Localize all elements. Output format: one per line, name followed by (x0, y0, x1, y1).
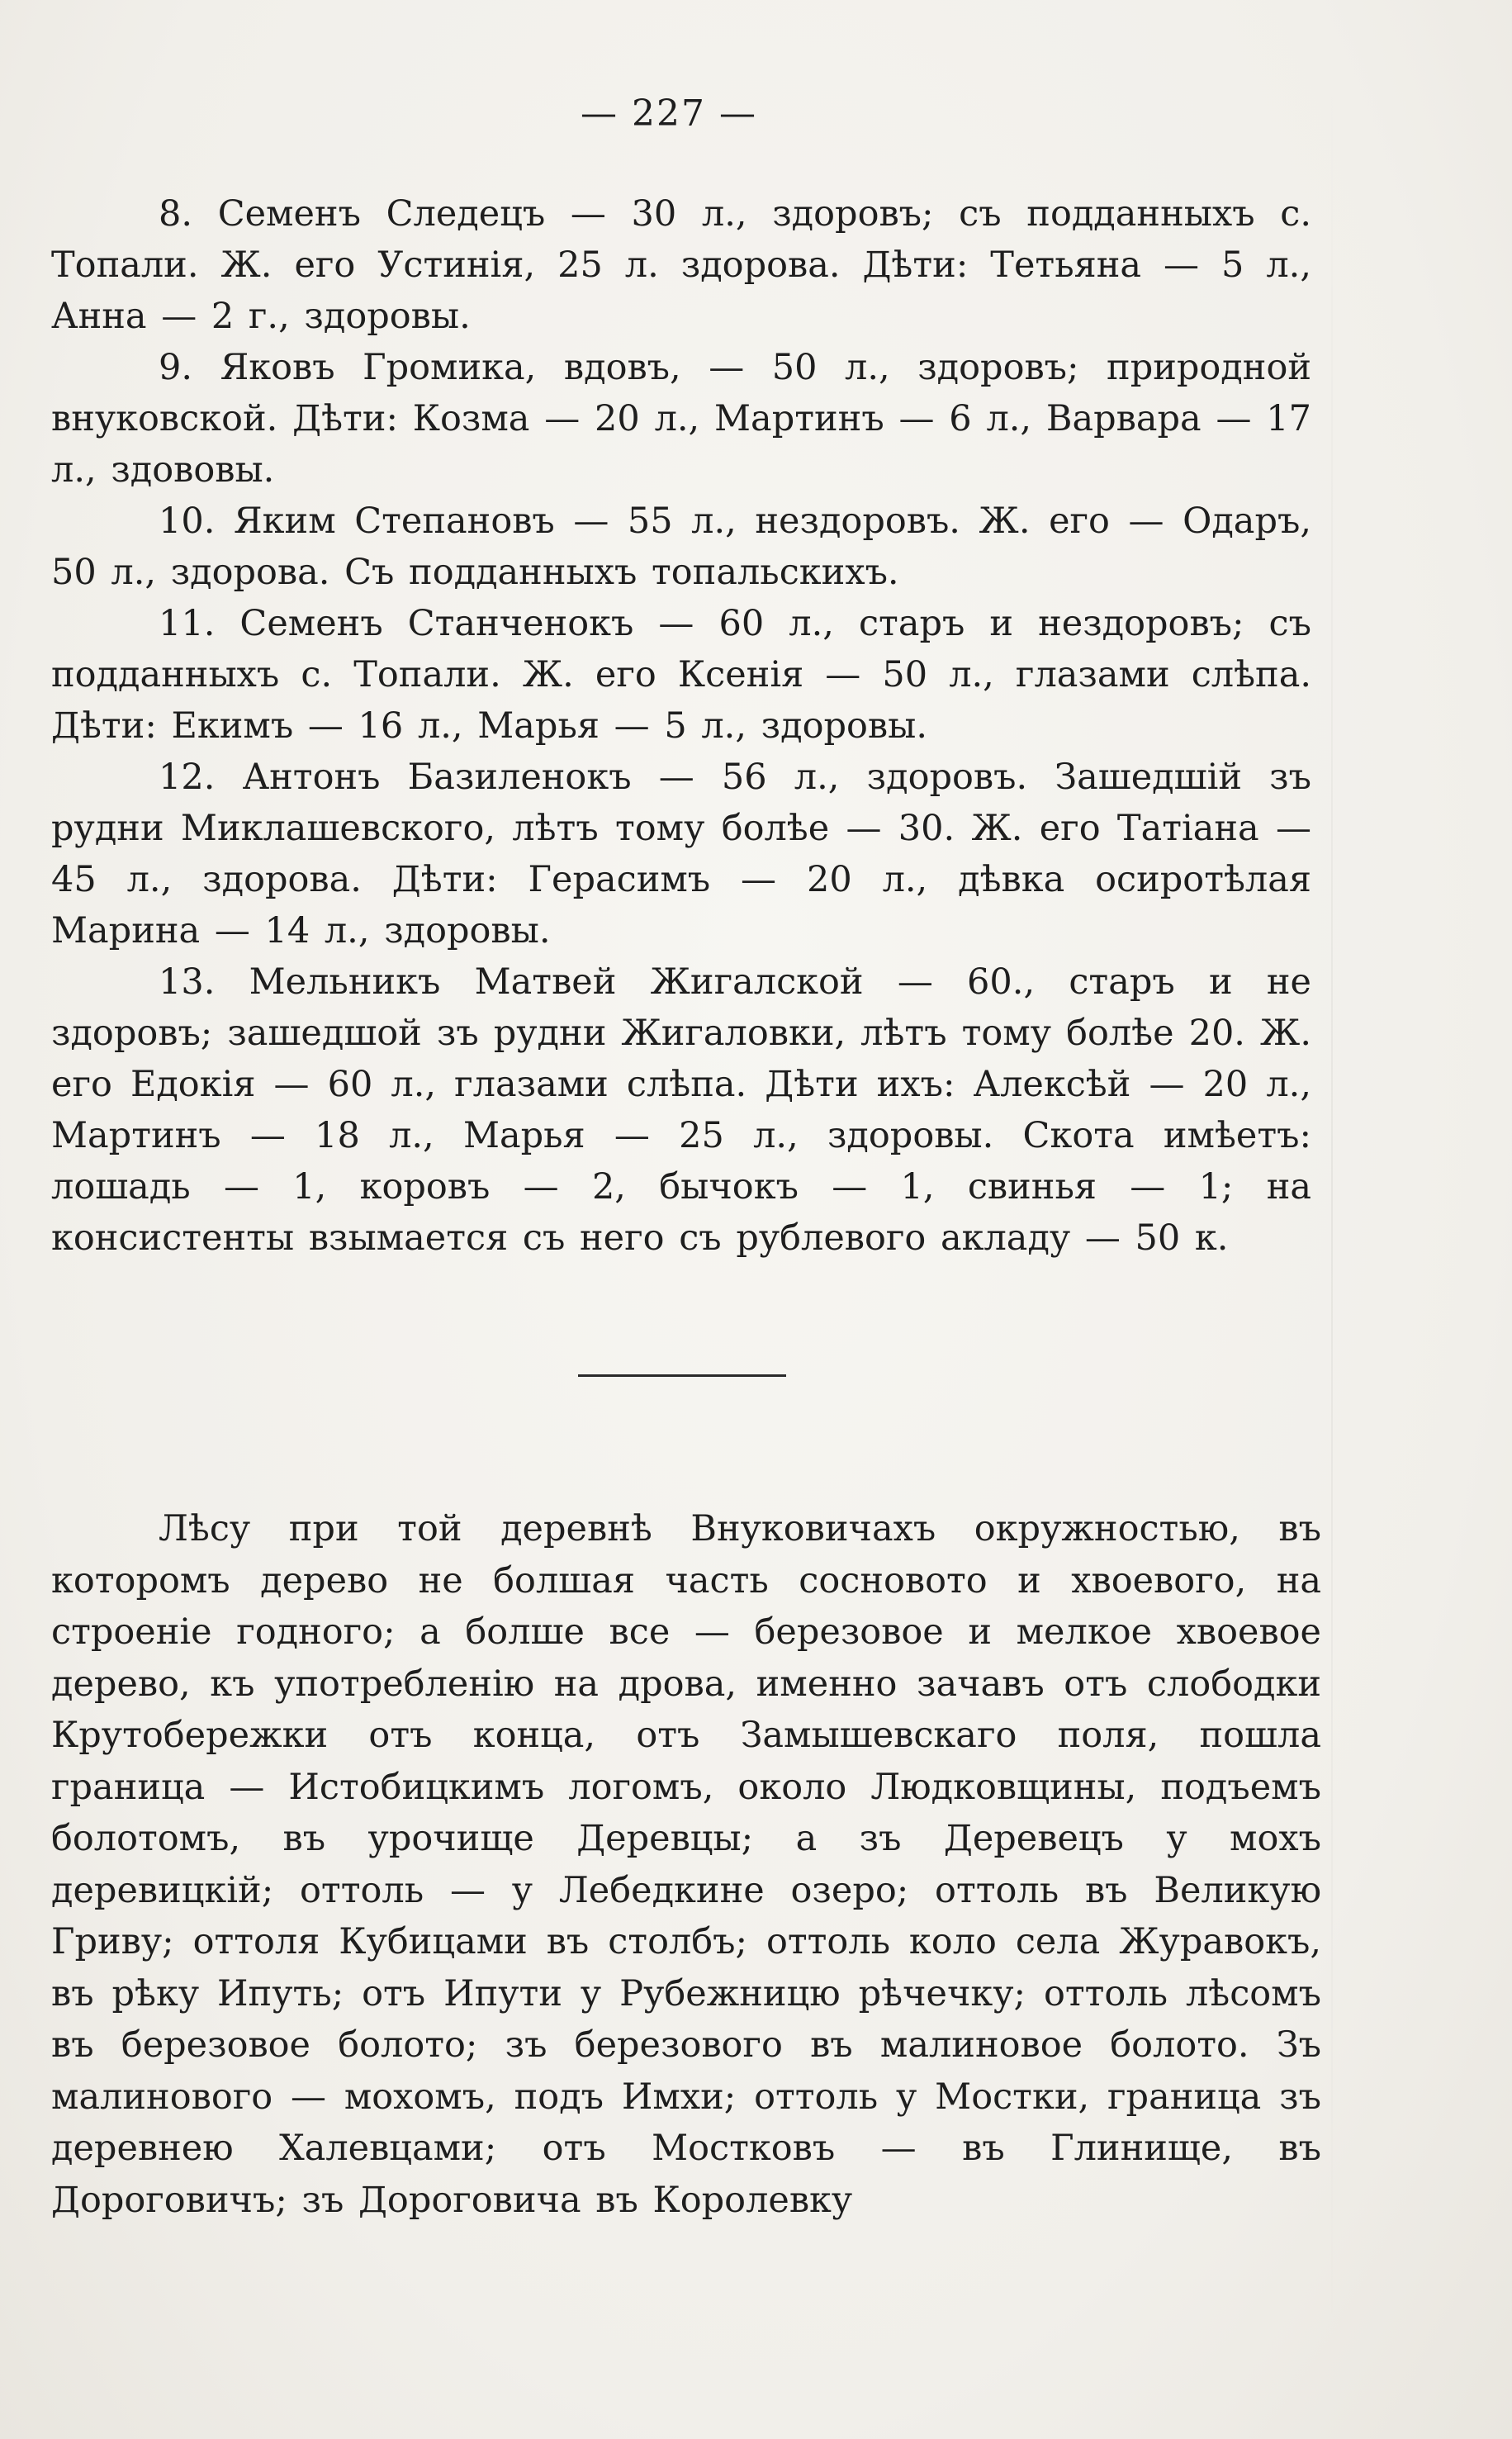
household-entries (51, 188, 1311, 1264)
forest-boundary-paragraph: Лѣсу при той деревнѣ Внуковичахъ окружностью, въ которомъ дерево не болшая часть сосновото и хвоевого, на строеніе годного; а болше все — березовое и мелкое хвоевое дерево, къ употребленію на дрова, именно зачавъ отъ слободки Крутобережки отъ конца, отъ Замышевскаго поля, пошла граница — Истобицкимъ логомъ, около Людковщины, подъемъ болотомъ, въ урочище Деревцы; а зъ Деревецъ у мохъ деревицкій; оттоль — у Лебедкине озеро; оттоль въ Великую Гриву; оттоля Кубицами въ столбъ; оттоль коло села Журавокъ, въ рѣку Ипуть; отъ Ипути у Рубежницю рѣчечку; оттоль лѣсомъ въ березовое болото; зъ березового въ малиновое болото. Зъ малинового — мохомъ, подъ Имхи; оттоль у Мостки, граница зъ деревнею Халевцами; отъ Мостковъ — въ Глинище, въ Дороговичъ; зъ Дороговича въ Королевку (51, 1508, 1321, 2221)
entry-10: 10. Яким Степановъ — 55 л., нездоровъ. Ж. его — Одаръ, 50 л., здорова. Съ подданныхъ топальскихъ. (51, 501, 1311, 593)
entry-12: 12. Антонъ Базиленокъ — 56 л., здоровъ. Зашедшій зъ рудни Миклашевского, лѣтъ тому болѣе — 30. Ж. его Татіана — 45 л., здорова. Дѣти: Герасимъ — 20 л., дѣвка осиротѣлая Марина — 14 л., здоровы. (51, 757, 1311, 951)
page-number: — 227 — (581, 93, 757, 135)
section-divider (578, 1374, 786, 1377)
entry-9: 9. Яковъ Громика, вдовъ, — 50 л., здоровъ; природной внуковской. Дѣти: Козма — 20 л., Мартинъ — 6 л., Варвара — 17 л., здововы. (51, 347, 1311, 491)
entry-13: 13. Мельникъ Матвей Жигалской — 60., старъ и не здоровъ; зашедшой зъ рудни Жигаловки, лѣтъ тому болѣе 20. Ж. его Едокія — 60 л., глазами слѣпа. Дѣти ихъ: Алексѣй — 20 л., Мартинъ — 18 л., Марья — 25 л., здоровы. Скота имѣетъ: лошадь — 1, коровъ — 2, бычокъ — 1, свинья — 1; на консистенты взымается съ него съ рублевого акладу — 50 к. (51, 961, 1311, 1259)
entry-11: 11. Семенъ Станченокъ — 60 л., старъ и нездоровъ; съ подданныхъ с. Топали. Ж. его Ксенія — 50 л., глазами слѣпа. Дѣти: Екимъ — 16 л., Марья — 5 л., здоровы. (51, 603, 1311, 747)
entry-8: 8. Семенъ Следецъ — 30 л., здоровъ; съ подданныхъ с. Топали. Ж. его Устинія, 25 л. здорова. Дѣти: Тетьяна — 5 л., Анна — 2 г., здоровы. (51, 193, 1311, 337)
page-crease (1331, 50, 1333, 2362)
